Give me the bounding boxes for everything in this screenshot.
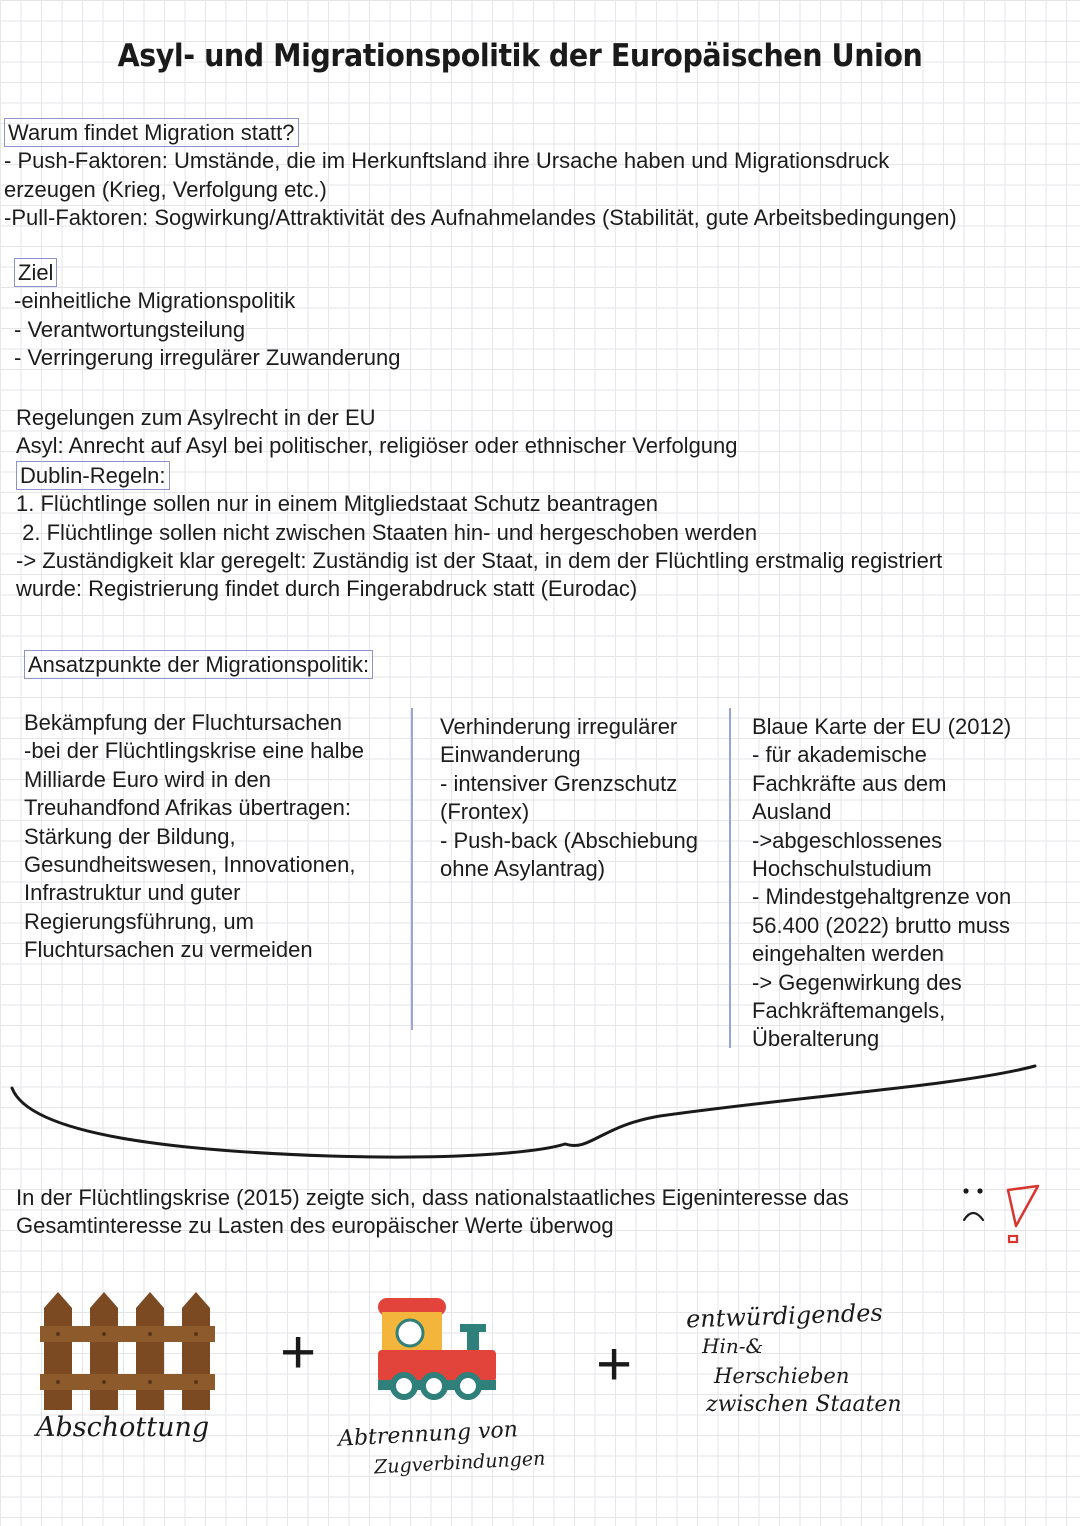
- column-blue-card: [752, 713, 1011, 1054]
- column-line: 56.400 (2022) brutto muss: [752, 912, 1011, 938]
- column-line: eingehalten werden: [752, 941, 945, 967]
- dublin-rule-line: 1. Flüchtlinge sollen nur in einem Mitgliedstaat Schutz beantragen: [16, 491, 659, 517]
- plus-sign: +: [280, 1318, 317, 1387]
- column-line: Überalterung: [752, 1026, 880, 1052]
- column-divider: [729, 708, 731, 1048]
- handwritten-note-line: Hin-&: [702, 1334, 764, 1358]
- heading-dublin-rules: Dublin-Regeln:: [16, 461, 170, 490]
- asylum-definition: Asyl: Anrecht auf Asyl bei politischer, religiöser oder ethnischer Verfolgung: [16, 433, 738, 459]
- column-line: Verhinderung irregulärer: [440, 714, 678, 739]
- column-divider: [411, 708, 413, 1030]
- push-factors-line-1: - Push-Faktoren: Umstände, die im Herkunftsland ihre Ursache haben und Migrationsdruck: [4, 148, 890, 174]
- column-line: Blaue Karte der EU (2012): [752, 714, 1012, 739]
- handwritten-note-line: zwischen Staaten: [706, 1392, 902, 1417]
- column-line: Bekämpfung der Fluchtursachen: [24, 710, 342, 735]
- column-line: Milliarde Euro wird in den: [24, 766, 271, 792]
- push-factors-line-2: erzeugen (Krieg, Verfolgung etc.): [4, 176, 327, 202]
- handwritten-note-line: Herschieben: [714, 1364, 850, 1388]
- conclusion-line: Gesamtinteresse zu Lasten des europäischer Werte überwog: [16, 1213, 614, 1239]
- sad-face-icon: [958, 1186, 992, 1232]
- train-label-line-2: Zugverbindungen: [373, 1447, 546, 1479]
- column-line: Fachkräftemangels,: [752, 998, 946, 1024]
- column-line: - für akademische: [752, 742, 927, 768]
- heading-approaches: Ansatzpunkte der Migrationspolitik:: [24, 650, 373, 679]
- column-line: Gesundheitswesen, Innovationen,: [24, 852, 356, 878]
- column-line: Regierungsführung, um: [24, 908, 254, 934]
- column-line: (Frontex): [440, 799, 530, 825]
- column-fight-causes: [24, 709, 364, 965]
- dublin-rule-line: -> Zuständigkeit klar geregelt: Zuständig ist der Staat, in dem der Flüchtling erstmalig registriert: [16, 548, 943, 574]
- section-asylum-rules: [16, 404, 942, 604]
- asylum-rules-heading: Regelungen zum Asylrecht in der EU: [16, 405, 376, 430]
- column-line: Treuhandfond Afrikas übertragen:: [24, 795, 351, 821]
- column-line: Hochschulstudium: [752, 856, 932, 882]
- column-line: Stärkung der Bildung,: [24, 823, 236, 849]
- pull-factors-line: -Pull-Faktoren: Sogwirkung/Attraktivität des Aufnahmelandes (Stabilität, gute Arbeitsbedingungen): [4, 205, 957, 231]
- column-line: - intensiver Grenzschutz: [440, 770, 678, 796]
- handwritten-note-line: entwürdigendes: [685, 1298, 884, 1334]
- fence-label: Abschottung: [36, 1412, 210, 1443]
- page-title: Asyl- und Migrationspolitik der Europäischen Union: [117, 38, 923, 74]
- column-line: - Mindestgehaltgrenze von: [752, 884, 1012, 910]
- fence-icon: [40, 1286, 215, 1410]
- column-line: Einwanderung: [440, 742, 581, 768]
- column-line: Infrastruktur und guter: [24, 880, 241, 906]
- plus-sign: +: [596, 1330, 633, 1399]
- exclamation-icon: [1004, 1184, 1044, 1248]
- dublin-rule-line: 2. Flüchtlinge sollen nicht zwischen Staaten hin- und hergeschoben werden: [16, 519, 758, 545]
- train-label-line-1: Abtrennung von: [337, 1417, 519, 1452]
- column-line: -> Gegenwirkung des: [752, 969, 962, 995]
- section-migration-reasons: [4, 118, 957, 233]
- toy-train-icon: [372, 1290, 502, 1402]
- column-line: Fluchtursachen zu vermeiden: [24, 937, 313, 963]
- section-goal: [14, 258, 400, 373]
- conclusion-line: In der Flüchtlingskrise (2015) zeigte sich, dass nationalstaatliches Eigeninteresse das: [16, 1185, 849, 1210]
- curly-brace-icon: [0, 1060, 1080, 1160]
- column-line: ->abgeschlossenes: [752, 827, 943, 853]
- dublin-rule-line: wurde: Registrierung findet durch Fingerabdruck statt (Eurodac): [16, 576, 638, 602]
- column-line: - Push-back (Abschiebung: [440, 827, 699, 853]
- goal-item: - Verringerung irregulärer Zuwanderung: [14, 345, 401, 371]
- column-line: Fachkräfte aus dem: [752, 770, 947, 796]
- conclusion: [16, 1184, 849, 1241]
- column-prevent-irregular: [440, 713, 698, 883]
- column-line: Ausland: [752, 799, 832, 825]
- heading-goal: Ziel: [14, 258, 57, 287]
- column-line: -bei der Flüchtlingskrise eine halbe: [24, 738, 364, 764]
- goal-item: -einheitliche Migrationspolitik: [14, 288, 296, 314]
- goal-item: - Verantwortungsteilung: [14, 316, 246, 342]
- column-line: ohne Asylantrag): [440, 856, 606, 882]
- heading-why-migration: Warum findet Migration statt?: [4, 118, 299, 147]
